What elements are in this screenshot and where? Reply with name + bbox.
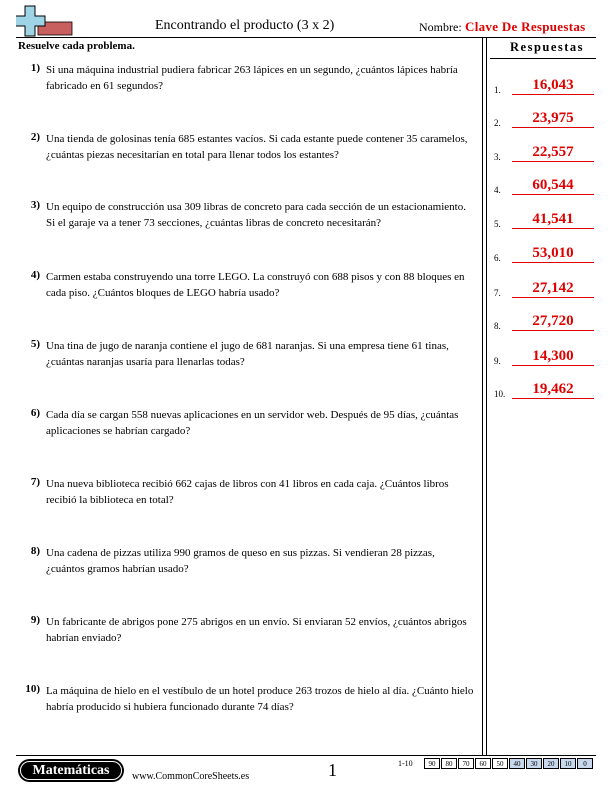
website-link[interactable]: www.CommonCoreSheets.es xyxy=(132,771,250,782)
subject-label: Matemáticas xyxy=(20,761,122,780)
instructions: Resuelve cada problema. xyxy=(18,40,135,52)
problem-number: 3) xyxy=(30,199,40,211)
answer-line xyxy=(512,161,594,162)
problem-text: Una nueva biblioteca recibió 662 cajas de libros con 41 libros en cada caja. ¿Cuántos libros recibió la biblioteca en total? xyxy=(46,478,449,506)
answer-value: 22,557 xyxy=(532,144,574,160)
answer-line xyxy=(512,262,594,263)
problem-number: 4) xyxy=(30,269,40,281)
score-table xyxy=(424,758,594,770)
answer-number: 6. xyxy=(494,253,501,263)
header-divider xyxy=(16,37,596,38)
problem-text: Una cadena de pizzas utiliza 990 gramos de queso en sus pizzas. Si vendieran 28 pizzas, ¿cuántos gramos habrían usado? xyxy=(46,547,435,575)
answer-value: 60,544 xyxy=(532,177,574,193)
problem-text: La máquina de hielo en el vestíbulo de un hotel produce 263 trozos de hielo al día. ¿Cuánto hielo habría producido si hubiera funcionado durante 74 días? xyxy=(46,685,474,713)
problem-text: Carmen estaba construyendo una torre LEGO. La construyó con 688 pisos y con 88 bloques en cada piso. ¿Cuántos bloques de LEGO habría usado? xyxy=(46,271,465,299)
answer-line xyxy=(512,127,594,128)
answer-number: 8. xyxy=(494,321,501,331)
answer-line xyxy=(512,330,594,331)
problem-text: Cada día se cargan 558 nuevas aplicaciones en un servidor web. Después de 95 días, ¿cuántas aplicaciones se habrían cargado? xyxy=(46,409,459,437)
score-cell: 10 xyxy=(560,758,576,769)
answer-value: 41,541 xyxy=(532,211,574,227)
answer-value: 27,720 xyxy=(532,313,574,329)
answers-title-rule xyxy=(490,58,596,59)
score-cell: 20 xyxy=(543,758,559,769)
answer-number: 1. xyxy=(494,85,501,95)
answer-line xyxy=(512,297,594,298)
answer-number: 7. xyxy=(494,288,501,298)
problem-number: 8) xyxy=(30,545,40,557)
problem-number: 2) xyxy=(30,131,40,143)
answer-number: 2. xyxy=(494,118,501,128)
answer-number: 4. xyxy=(494,185,501,195)
answer-number: 3. xyxy=(494,152,501,162)
name-label: Nombre: xyxy=(419,20,462,34)
answer-line xyxy=(512,365,594,366)
answer-item xyxy=(494,241,596,263)
problem-text: Si una máquina industrial pudiera fabricar 263 lápices en un segundo, ¿cuántos lápices habría fabricado en 61 segundos? xyxy=(46,64,458,92)
answer-item xyxy=(494,173,596,195)
problem-text: Una tienda de golosinas tenía 685 estantes vacíos. Si cada estante puede contener 35 caramelos, ¿cuántas piezas necesitarían en total para llenar todos los estantes? xyxy=(46,133,468,161)
answer-item xyxy=(494,140,596,162)
answer-item xyxy=(494,106,596,128)
score-cell: 50 xyxy=(492,758,508,769)
answer-value: 27,142 xyxy=(532,280,574,296)
answer-value: 14,300 xyxy=(532,348,574,364)
answer-value: 19,462 xyxy=(532,381,574,397)
score-range-label: 1-10 xyxy=(398,759,413,768)
answer-item xyxy=(494,276,596,298)
score-cell: 40 xyxy=(509,758,525,769)
score-cell: 90 xyxy=(424,758,440,769)
problem-number: 7) xyxy=(30,476,40,488)
score-cell: 0 xyxy=(577,758,593,769)
name-value: Clave De Respuestas xyxy=(465,19,586,34)
score-cell: 30 xyxy=(526,758,542,769)
answer-number: 9. xyxy=(494,356,501,366)
subject-badge xyxy=(18,759,124,782)
column-divider xyxy=(482,37,483,755)
answer-item xyxy=(494,377,596,399)
problem-number: 6) xyxy=(30,407,40,419)
answer-item xyxy=(494,207,596,229)
problem-number: 1) xyxy=(30,62,40,74)
answer-item xyxy=(494,344,596,366)
answers-title: Respuestas xyxy=(510,40,585,54)
answer-line xyxy=(512,228,594,229)
score-cell: 60 xyxy=(475,758,491,769)
answer-line xyxy=(512,94,594,95)
answer-line xyxy=(512,194,594,195)
worksheet-title: Encontrando el producto (3 x 2) xyxy=(155,18,335,33)
answer-line xyxy=(512,398,594,399)
problem-text: Un equipo de construcción usa 309 libras de concreto para cada sección de un estacionamiento. Si el garaje va a tener 73 secciones, ¿cuántas libras de concreto necesitarán? xyxy=(46,201,466,229)
page-number: 1 xyxy=(328,760,337,780)
score-cell: 70 xyxy=(458,758,474,769)
problem-text: Una tina de jugo de naranja contiene el jugo de 681 naranjas. Si una empresa tiene 61 tinas, ¿cuántas naranjas usaría para llenarlas todas? xyxy=(46,340,449,368)
score-cell: 80 xyxy=(441,758,457,769)
answer-value: 53,010 xyxy=(532,245,574,261)
answer-item xyxy=(494,73,596,95)
plus-minus-logo-icon xyxy=(16,4,76,38)
problem-number: 9) xyxy=(30,614,40,626)
answer-item xyxy=(494,309,596,331)
column-divider xyxy=(486,37,487,755)
answer-value: 23,975 xyxy=(532,110,574,126)
problem-number: 5) xyxy=(30,338,40,350)
answer-value: 16,043 xyxy=(532,77,574,93)
footer-divider xyxy=(16,755,596,756)
problem-text: Un fabricante de abrigos pone 275 abrigos en un envío. Si enviaran 52 envíos, ¿cuántos abrigos habrían enviado? xyxy=(46,616,467,644)
answer-number: 5. xyxy=(494,219,501,229)
problem-number: 10) xyxy=(25,683,40,695)
answer-number: 10. xyxy=(494,389,506,399)
